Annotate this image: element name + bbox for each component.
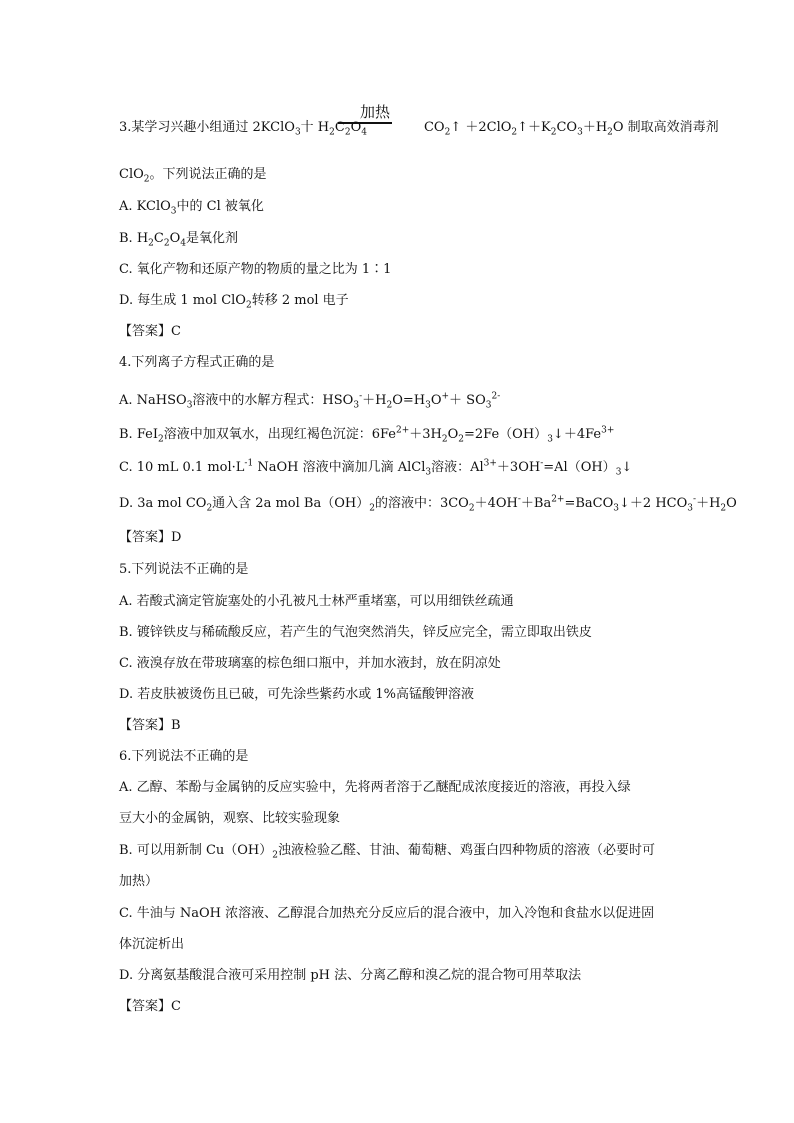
q3-option-c: C. 氧化产物和还原产物的物质的量之比为 1∶1 — [119, 262, 392, 277]
q5-option-a: A. 若酸式滴定管旋塞处的小孔被凡士林严重堵塞，可以用细铁丝疏通 — [119, 594, 514, 609]
q4-option-a: A. NaHSO$_3$溶液中的水解方程式：$HSO_3^-+H_2O=H_3O^++ SO_3^{2-}$ — [119, 391, 501, 411]
q6-option-a-line1: A. 乙醇、苯酚与金属钠的反应实验中，先将两者溶于乙醚配成浓度接近的溶液，再投入绿 — [119, 780, 631, 795]
q4-option-d: D. 3a mol $CO_2$通入含 2a mol $Ba(OH)_2$的溶液中：$3CO_2+4OH^-+Ba^{2+}=BaCO_3↓+2$ $HCO_3^-+H_2O$ — [119, 494, 737, 514]
q6-option-c-line1: C. 牛油与 NaOH 浓溶液、乙醇混合加热充分反应后的混合液中，加入冷饱和食盐水以促进固 — [119, 906, 655, 921]
q4-option-b: B. FeI$_2$溶液中加双氧水，出现红褐色沉淀：$6Fe^{2+}+3H_2O_2=2Fe(OH)_3↓+4Fe^{3+}$ — [119, 425, 615, 445]
q6-answer: 【答案】C — [119, 999, 181, 1014]
q3-option-d: D. 每生成 1 mol ClO$_2$转移 2 mol 电子 — [119, 293, 349, 311]
reaction-condition-heat: 加热 — [360, 103, 391, 121]
q5-option-c: C. 液溴存放在带玻璃塞的棕色细口瓶中，并加水液封，放在阴凉处 — [119, 656, 501, 671]
q5-answer: 【答案】B — [119, 718, 181, 733]
q3-answer: 【答案】C — [119, 324, 181, 339]
q4-answer: 【答案】D — [119, 530, 182, 545]
q3-stem-line2: ClO$_2$。下列说法正确的是 — [119, 167, 267, 185]
q4-option-c: C. 10 mL 0.1 $mol\cdot L^{-1}$ NaOH 溶液中滴加几滴 AlCl$_3$溶液：$Al^{3+}+3OH^-=Al(OH)_3↓$ — [119, 458, 633, 478]
q5-option-d: D. 若皮肤被烫伤且已破，可先涂些紫药水或 1%高锰酸钾溶液 — [119, 687, 474, 702]
q6-option-b-line1: B. 可以用新制 $Cu(OH)_2$浊液检验乙醛、甘油、葡萄糖、鸡蛋白四种物质的溶液（必要时可 — [119, 843, 656, 861]
q3-option-a: A. KClO$_3$中的 Cl 被氧化 — [119, 199, 264, 217]
q6-stem: 6.下列说法不正确的是 — [119, 749, 249, 764]
q3-stem-line1: 3.某学习兴趣小组通过 2KClO$_3$十 $H_2C_2O_4$ $CO_2↑$ $+2ClO_2↑+K_2CO_3+H_2O$ 制取高效消毒剂 — [119, 120, 719, 138]
q4-stem: 4.下列离子方程式正确的是 — [119, 355, 275, 370]
q6-option-d: D. 分离氨基酸混合液可采用控制 pH 法、分离乙醇和溴乙烷的混合物可用萃取法 — [119, 968, 582, 983]
q6-option-c-line2: 体沉淀析出 — [119, 937, 185, 952]
q6-option-a-line2: 豆大小的金属钠，观察、比较实验现象 — [119, 811, 341, 826]
q5-option-b: B. 镀锌铁皮与稀硫酸反应，若产生的气泡突然消失，锌反应完全，需立即取出铁皮 — [119, 625, 592, 640]
q5-stem: 5.下列说法不正确的是 — [119, 562, 249, 577]
q3-option-b: B. $H_2C_2O_4$是氧化剂 — [119, 231, 238, 249]
q6-option-b-line2: 加热） — [119, 874, 159, 889]
